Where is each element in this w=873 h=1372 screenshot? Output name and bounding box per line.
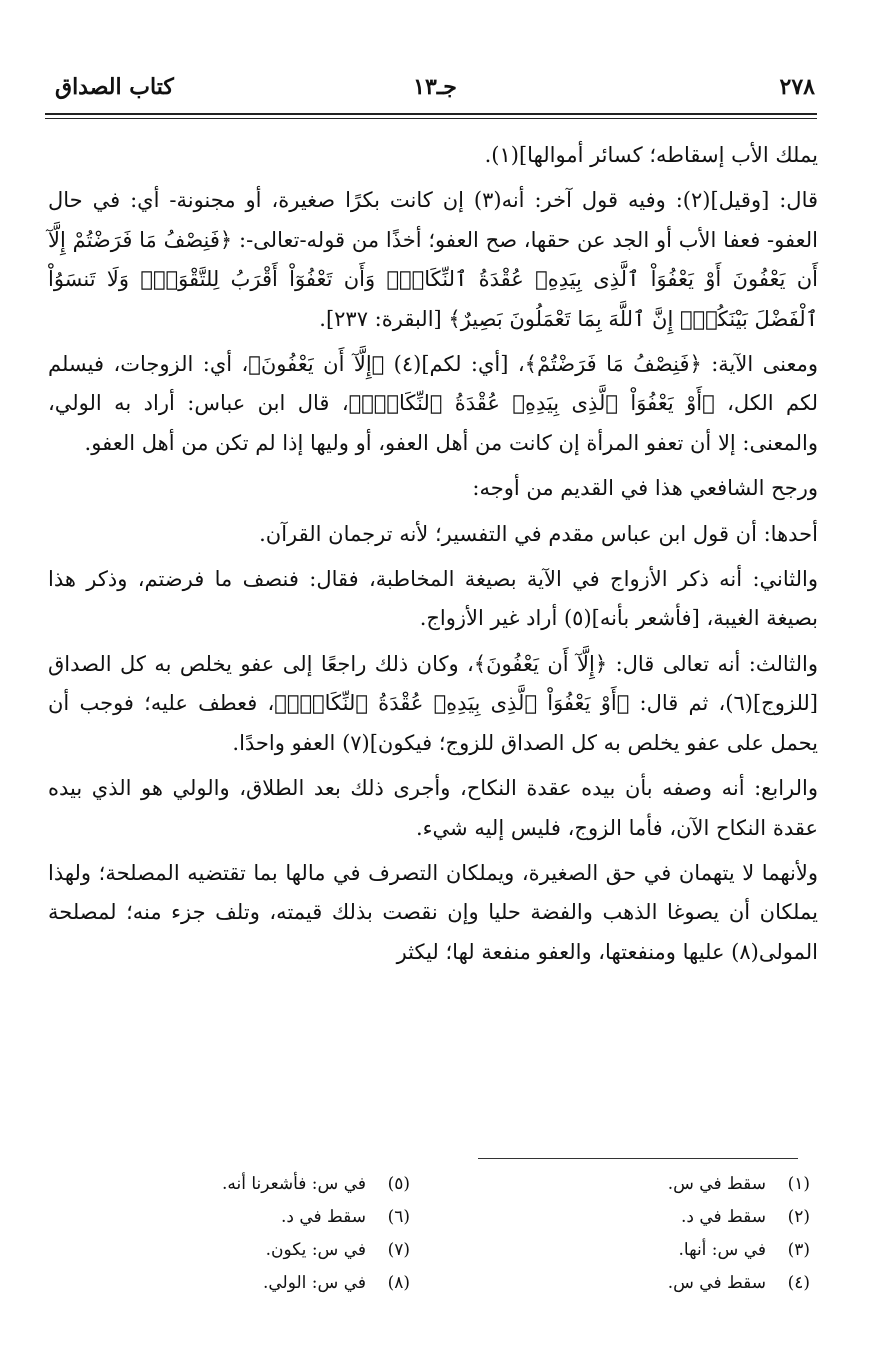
footnote-number: (٢): [787, 1207, 810, 1227]
footnote-number: (٨): [387, 1273, 410, 1293]
footnote: [110, 1267, 410, 1300]
footnote: [110, 1234, 410, 1267]
header-rule-thin: [45, 118, 817, 119]
header-rule-thick: [45, 113, 817, 115]
running-header: [55, 70, 815, 112]
footnote-text: سقط في س.: [667, 1174, 766, 1194]
footnote: [110, 1201, 410, 1234]
footnote-text: في س: يكون.: [265, 1240, 366, 1260]
footnote-text: في س: الولي.: [262, 1273, 366, 1293]
paragraph: ومعنى الآية: ﴿فَنِصْفُ مَا فَرَضْتُمْ﴾، [أي: لكم](٤) ﴿إِلَّآ أَن يَعْفُونَ﴾، أي: الزوجات، فيسلم لكم الكل، ﴿أَوْ يَعْفُوَاْ ٱلَّذِى بِيَدِهِۦ عُقْدَةُ ٱلنِّكَاحِۚ﴾، قال ابن عباس: أراد به الولي، والمعنى: إلا أن تعفو المرأة إن كانت من أهل العفو، أو وليها إذا لم تكن من أهل العفو.: [48, 352, 818, 455]
paragraph: قال: [وقيل](٢): وفيه قول آخر: أنه(٣) إن كانت بكرًا صغيرة، أو مجنونة- أي: في حال العفو- فعفا الأب أو الجد عن حقها، صح العفو؛ أخذًا من قوله-تعالى-: ﴿فَنِصْفُ مَا فَرَضْتُمْ إِلَّآ أَن يَعْفُونَ أَوْ يَعْفُوَاْ ٱلَّذِى بِيَدِهِۦ عُقْدَةُ ٱلنِّكَاحِۚ وَأَن تَعْفُوٓاْ أَقْرَبُ لِلتَّقْوَىٰۚ وَلَا تَنسَوُاْ ٱلْفَضْلَ بَيْنَكُمْۚ إِنَّ ٱللَّهَ بِمَا تَعْمَلُونَ بَصِيرٌ﴾ [البقرة: ٢٣٧].: [48, 188, 819, 331]
paragraph: يملك الأب إسقاطه؛ كسائر أموالها](١).: [484, 143, 818, 167]
footnote: [510, 1234, 810, 1267]
footnote-text: سقط في س.: [667, 1273, 766, 1293]
paragraph: والثاني: أنه ذكر الأزواج في الآية بصيغة المخاطبة، فقال: فنصف ما فرضتم، وذكر هذا بصيغة الغيبة، [فأشعر بأنه](٥) أراد غير الأزواج.: [48, 567, 818, 631]
main-text: [48, 136, 818, 978]
footnote-text: سقط في د.: [280, 1207, 366, 1227]
footnote-column-left: [110, 1168, 410, 1300]
footnote-number: (٥): [387, 1174, 410, 1194]
paragraph: أحدها: أن قول ابن عباس مقدم في التفسير؛ لأنه ترجمان القرآن.: [259, 521, 818, 546]
page-number: ٢٧٨: [779, 74, 815, 100]
footnote-text: في س: فأشعرنا أنه.: [221, 1174, 366, 1194]
footnote: [110, 1168, 410, 1201]
footnote-number: (٦): [387, 1207, 410, 1227]
footnote-number: (٧): [387, 1240, 410, 1260]
footnote-number: (٤): [787, 1273, 810, 1293]
footnotes: [160, 1168, 810, 1303]
footnote-number: (١): [787, 1174, 810, 1194]
footnote-separator: [478, 1158, 798, 1159]
book-title: كتاب الصداق: [55, 74, 174, 100]
paragraph: والرابع: أنه وصفه بأن بيده عقدة النكاح، وأجرى ذلك بعد الطلاق، والولي هو الذي بيده عقدة النكاح الآن، فأما الزوج، فليس إليه شيء.: [48, 776, 818, 840]
volume-label: جـ١٣: [413, 74, 457, 100]
footnote-number: (٣): [787, 1240, 810, 1260]
footnote: [510, 1168, 810, 1201]
footnote: [510, 1201, 810, 1234]
footnote: [510, 1267, 810, 1300]
paragraph: ولأنهما لا يتهمان في حق الصغيرة، ويملكان التصرف في مالها بما تقتضيه المصلحة؛ ولهذا يملكان أن يصوغا الذهب والفضة حليا وإن نقصت بذلك قيمته، وتلف جزء منه؛ لمصلحة المولى(٨) عليها ومنفعتها، والعفو منفعة لها؛ ليكثر: [48, 860, 818, 964]
paragraph: والثالث: أنه تعالى قال: ﴿إِلَّآ أَن يَعْفُونَ﴾، وكان ذلك راجعًا إلى عفو يخلص به كل الصداق [للزوج](٦)، ثم قال: ﴿أَوْ يَعْفُوَاْ ٱلَّذِى بِيَدِهِۦ عُقْدَةُ ٱلنِّكَاحِۚ﴾، فعطف عليه؛ فوجب أن يحمل على عفو يخلص به كل الصداق للزوج؛ فيكون](٧) العفو واحدًا.: [48, 651, 818, 755]
footnote-column-right: [510, 1168, 810, 1300]
footnote-text: في س: أنها.: [678, 1240, 766, 1260]
footnote-text: سقط في د.: [680, 1207, 766, 1227]
paragraph: ورجح الشافعي هذا في القديم من أوجه:: [472, 476, 818, 501]
